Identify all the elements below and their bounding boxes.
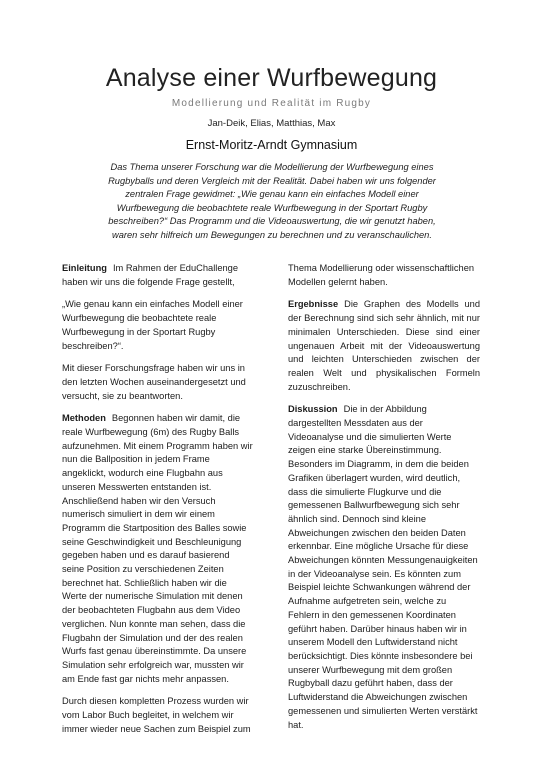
right-column: [288, 262, 480, 741]
ergebnisse-heading: Ergebnisse: [288, 299, 339, 310]
methoden-paragraph: [62, 412, 254, 686]
einleitung-paragraph: [62, 262, 254, 289]
methoden-text: Begonnen haben wir damit, die reale Wurfbewegung (6m) des Rugby Balls aufzunehmen. Mit einem Programm haben wir nun die Ballposition in jedem Frame angeklickt, wodurch eine Flugbahn aus unseren Messwerten entstanden ist. Anschließend haben wir den Versuch numerisch simuliert in dem wir einem Programm die Startposition des Balles sowie seine Geschwindigkeit und Beschleunigung gegeben haben und es darauf basierend seine Position zu verschiedenen Zeiten berechnet hat. Schließlich haben wir die Werte der numerische Simulation mit denen der beobachteten Flugbahn aus dem Video verglichen. Nun konnte man sehen, dass die Flugbahn der Simulation und der des realen Wurfs fast genau übereinstimmte. Da unsere Simulation sehr erfolgreich war, mussten wir am Ende fast gar nichts mehr anpassen.: [62, 413, 253, 684]
ergebnisse-paragraph: [288, 298, 480, 394]
ergebnisse-text: Die Graphen des Modells und der Berechnung sind sich sehr ähnlich, mit nur minimalen Unterschieden. Diese sind einer ungenauen Arbeit mit der Videoauswertung und leichten Unterschieden zwischen der realen Welt und physikalischen Formeln zuzuschreiben.: [288, 299, 480, 392]
einleitung-text: Im Rahmen der EduChallenge haben wir uns die folgende Frage gestellt,: [62, 263, 239, 287]
einleitung-followup: Mit dieser Forschungsfrage haben wir uns in den letzten Wochen auseinandergesetzt und versucht, sie zu beantworten.: [62, 363, 246, 401]
diskussion-paragraph: [288, 403, 480, 732]
author-list: Jan-Deik, Elias, Matthias, Max: [207, 118, 336, 129]
paper-title: Analyse einer Wurfbewegung: [105, 64, 438, 92]
diskussion-heading: Diskussion: [288, 404, 338, 415]
continuation-paragraph: Thema Modellierung oder wissenschaftlichen Modellen gelernt haben.: [288, 263, 475, 287]
research-question-quote: „Wie genau kann ein einfaches Modell einer Wurfbewegung die beobachtete reale Wurfbewegung in der Sportart Rugby beschreiben?“.: [62, 299, 243, 351]
diskussion-text: Die in der Abbildung dargestellten Messdaten aus der Videoanalyse und die simulierten Werte zeigen eine starke Übereinstimmung. Besonders im Diagramm, in dem die beiden Grafiken überlagert wurden, wird deutlich, dass die simulierte Flugkurve und die gemessenen Ballwurfbewegung sich sehr ähnlich sind. Dennoch sind kleine Abweichungen zwischen den beiden Daten erkennbar. Eine mögliche Ursache für diese Abweichungen könnten Messungenauigkeiten in der Videoanalyse sein. Es könnten zum Beispiel leichte Schwankungen während der Aufnahme aufgetreten sein, welche zu Fehlern in den gemessenen Koordinaten geführt haben. Darüber hinaus haben wir in unserem Modell den Luftwiderstand nicht berücksichtigt. Dies könnte insbesondere bei unserer Wurfbewegung mit dem großen Rugbyball dazu geführt haben, dass der Luftwiderstand die Abweichungen zwischen gemessenen und simulierten Werten verstärkt hat.: [288, 404, 478, 730]
einleitung-heading: Einleitung: [62, 263, 107, 273]
abstract: Das Thema unserer Forschung war die Modellierung der Wurfbewegung eines Rugbyballs und deren Vergleich mit der Realität. Dabei haben wir uns folgender zentralen Frage gewidmet: „Wie genau kann ein einfaches Modell einer Wurfbewegung die beobachtete reale Wurfbewegung in der Sportart Rugby beschreiben?“ Das Programm und die Videoauswertung, die wir genutzt haben, waren sehr hilfreich um Bewegungen zu berechnen und zu veranschaulichen.: [108, 162, 436, 240]
paper-subtitle: Modellierung und Realität im Rugby: [171, 98, 372, 109]
left-column: [62, 262, 254, 746]
prozess-paragraph: Durch diesen kompletten Prozess wurden wir vom Labor Buch begleitet, in welchem wir immer wieder neue Sachen zum Beispiel zum: [62, 696, 251, 734]
school-name: Ernst-Moritz-Arndt Gymnasium: [185, 138, 358, 152]
methoden-heading: Methoden: [62, 413, 106, 424]
